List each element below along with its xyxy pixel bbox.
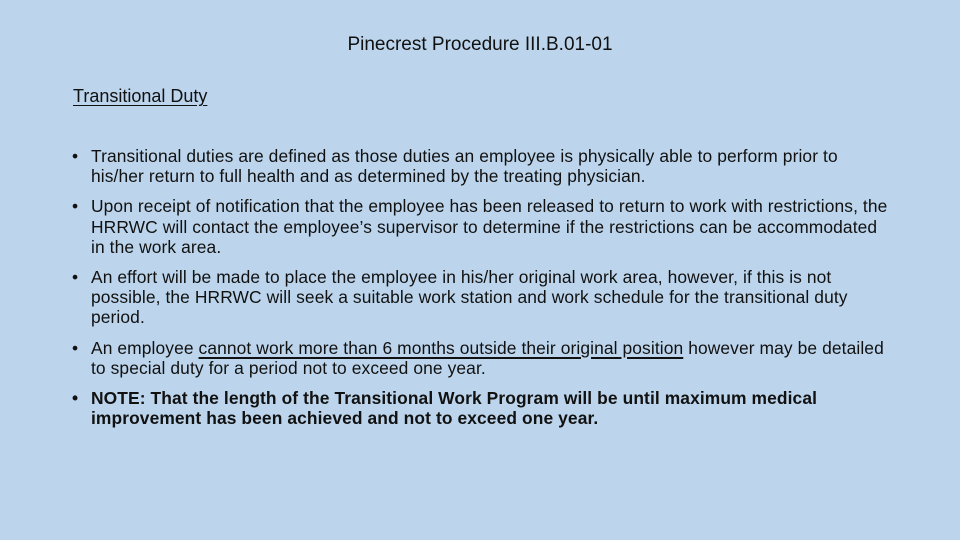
list-item-note <box>72 388 892 428</box>
list-item <box>72 338 892 378</box>
bullet-icon: • <box>72 196 79 217</box>
bullet-icon: • <box>72 337 79 358</box>
slide-title: Pinecrest Procedure III.B.01-01 <box>347 34 613 55</box>
bullet-icon: • <box>72 267 79 288</box>
bullet-list <box>72 146 892 438</box>
bullet-text: Transitional duties are defined as those duties an employee is physically able to perform prior to his/her return to full health and as determined by the treating physician. <box>91 146 838 187</box>
bullet-text-prefix: An employee <box>91 337 199 358</box>
bullet-icon: • <box>72 388 79 409</box>
list-item <box>72 196 892 257</box>
bullet-text-suffix: however may be detailed to special duty for a period not to exceed one year. <box>91 337 884 378</box>
list-item <box>72 267 892 328</box>
list-item <box>72 146 892 186</box>
note-text: NOTE: That the length of the Transitional Work Program will be until maximum medical improvement has been achieved and not to exceed one year. <box>91 388 818 429</box>
section-heading: Transitional Duty <box>73 86 208 106</box>
emphasized-text: cannot work more than 6 months outside their original position <box>198 337 684 358</box>
bullet-text: Upon receipt of notification that the employee has been released to return to work with restrictions, the HRRWC will contact the employee’s supervisor to determine if the restrictions can be accommodated in the work area. <box>91 196 888 257</box>
bullet-text: An effort will be made to place the employee in his/her original work area, however, if this is not possible, the HRRWC will seek a suitable work station and work schedule for the transitional duty period. <box>91 267 848 328</box>
bullet-icon: • <box>72 146 79 166</box>
